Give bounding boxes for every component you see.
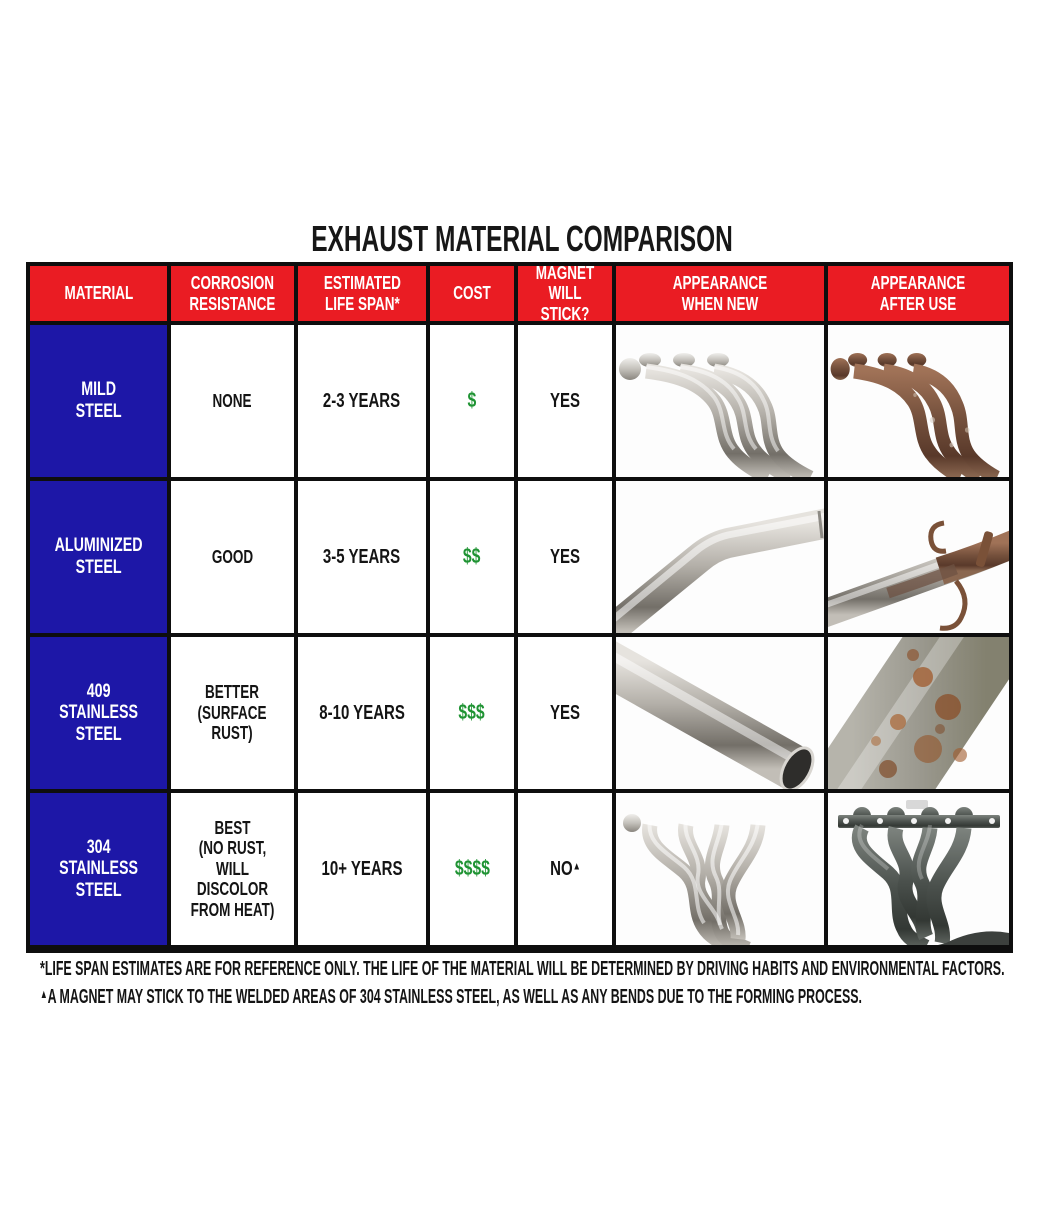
cost-value: $ <box>467 389 477 413</box>
corrosion-value: NONE <box>212 390 252 411</box>
header-cell-cost <box>430 266 514 321</box>
mild-steel-used-photo <box>828 325 1009 477</box>
material-name: ALUMINIZED STEEL <box>54 535 143 578</box>
lifespan-cell <box>298 637 426 789</box>
corrosion-cell <box>171 481 294 633</box>
header-label: CORROSION RESISTANCE <box>189 272 276 314</box>
header-label: APPEARANCE WHEN NEW <box>672 272 768 314</box>
corrosion-cell <box>171 793 294 945</box>
header-cell-appearance-after-use <box>828 266 1009 321</box>
header-cell-magnet-will-stick <box>518 266 612 321</box>
material-name: 409 STAINLESS STEEL <box>59 680 138 745</box>
material-cell-mild-steel <box>30 325 167 477</box>
header-cell-material <box>30 266 167 321</box>
corrosion-value: GOOD <box>211 546 254 567</box>
header-label: ESTIMATED LIFE SPAN* <box>323 272 401 314</box>
header-label: MAGNET WILL STICK? <box>535 266 595 321</box>
corrosion-cell <box>171 637 294 789</box>
lifespan-cell <box>298 481 426 633</box>
corrosion-value: BEST (NO RUST, WILL DISCOLOR FROM HEAT) <box>190 817 275 920</box>
material-name: 304 STAINLESS STEEL <box>59 836 138 901</box>
magnet-cell <box>518 481 612 633</box>
cost-value: $$$ <box>458 701 486 725</box>
lifespan-value: 2-3 YEARS <box>323 389 401 412</box>
mild-steel-new-photo <box>616 325 824 477</box>
footnote-lifespan <box>40 956 1020 983</box>
triangle-marker: ▲ <box>40 987 48 1002</box>
photo-cell-mild-steel-used <box>828 325 1009 477</box>
header-label: COST <box>453 283 491 304</box>
cost-cell <box>430 481 514 633</box>
photo-cell-409-new <box>616 637 824 789</box>
footnote-magnet <box>40 984 1020 1011</box>
409-stainless-new-photo <box>616 637 824 789</box>
photo-cell-304-new <box>616 793 824 945</box>
lifespan-value: 3-5 YEARS <box>323 545 401 568</box>
photo-cell-aluminized-new <box>616 481 824 633</box>
asterisk-marker: * <box>40 958 45 980</box>
header-cell-corrosion-resistance <box>171 266 294 321</box>
magnet-value: NO <box>549 857 573 880</box>
footnote-text: A MAGNET MAY STICK TO THE WELDED AREAS OF 304 STAINLESS STEEL, AS WELL AS ANY BENDS DUE TO THE FORMING PROCESS. <box>47 986 862 1008</box>
header-cell-estimated-life-span <box>298 266 426 321</box>
footnote-lifespan-text <box>40 958 1005 981</box>
cost-value: $$ <box>463 545 481 569</box>
footnote-text: LIFE SPAN ESTIMATES ARE FOR REFERENCE ONLY. THE LIFE OF THE MATERIAL WILL BE DETERMINED BY DRIVING HABITS AND ENVIRONMENTAL FACTORS. <box>44 958 1005 980</box>
corrosion-value: BETTER (SURFACE RUST) <box>197 682 267 744</box>
magnet-value-wrap <box>550 546 580 569</box>
material-name: MILD STEEL <box>75 379 122 422</box>
304-stainless-new-photo <box>616 793 824 945</box>
magnet-value: YES <box>549 389 581 412</box>
corrosion-cell <box>171 325 294 477</box>
photo-cell-aluminized-used <box>828 481 1009 633</box>
photo-cell-mild-steel-new <box>616 325 824 477</box>
magnet-value: YES <box>549 701 581 724</box>
cost-cell <box>430 637 514 789</box>
photo-cell-409-used <box>828 637 1009 789</box>
magnet-footnote-marker: ▲ <box>572 860 581 873</box>
footnote-magnet-text <box>40 986 862 1009</box>
header-cell-appearance-when-new <box>616 266 824 321</box>
page-title <box>0 218 1044 260</box>
comparison-table <box>26 262 1013 953</box>
cost-cell <box>430 325 514 477</box>
magnet-value-wrap <box>550 390 580 413</box>
header-label: MATERIAL <box>64 283 133 304</box>
magnet-value-wrap <box>550 858 581 881</box>
cost-value: $$$$ <box>454 857 490 881</box>
photo-cell-304-used <box>828 793 1009 945</box>
magnet-cell <box>518 637 612 789</box>
cost-cell <box>430 793 514 945</box>
magnet-cell <box>518 793 612 945</box>
page-title-text: EXHAUST MATERIAL COMPARISON <box>311 218 733 259</box>
aluminized-new-photo <box>616 481 824 633</box>
material-cell-409-stainless <box>30 637 167 789</box>
magnet-value-wrap <box>550 702 580 725</box>
magnet-value: YES <box>549 545 581 568</box>
material-cell-aluminized-steel <box>30 481 167 633</box>
409-stainless-used-photo <box>828 637 1009 789</box>
footnotes <box>40 956 1020 1012</box>
lifespan-value: 10+ YEARS <box>321 857 403 880</box>
lifespan-cell <box>298 325 426 477</box>
lifespan-value: 8-10 YEARS <box>319 701 405 724</box>
material-cell-304-stainless <box>30 793 167 945</box>
header-label: APPEARANCE AFTER USE <box>871 272 966 314</box>
304-stainless-used-photo <box>828 793 1009 945</box>
magnet-cell <box>518 325 612 477</box>
lifespan-cell <box>298 793 426 945</box>
aluminized-used-photo <box>828 481 1009 633</box>
